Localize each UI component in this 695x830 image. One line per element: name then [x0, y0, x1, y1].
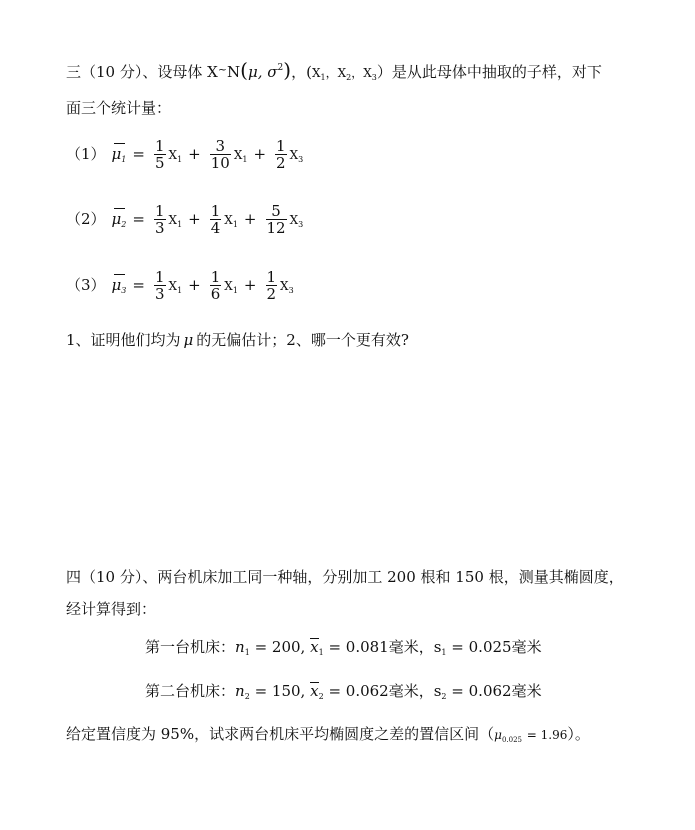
x-variable: $X_1$	[168, 148, 183, 164]
n-symbol: n	[235, 638, 245, 656]
machine-2: 第二台机床：$n_2 = 150$, $x_2 = 0.062$毫米，$s_2 = 0.062$毫米	[145, 682, 542, 701]
x-variable: $X_3$	[289, 148, 304, 164]
q4-final	[66, 723, 590, 744]
fraction: $\frac{1}{6}$	[210, 268, 221, 303]
estimator-1	[66, 138, 303, 172]
n-value: = 200,	[254, 638, 306, 656]
lparen: (	[240, 58, 248, 82]
u-symbol: μ	[494, 728, 502, 742]
fraction: $\frac{1}{3}$	[154, 202, 165, 237]
machine-1: 第一台机床：$n_1 = 200$, $x_1 = 0.081$毫米，$s_1 = 0.025$毫米	[145, 638, 542, 657]
rparen: )	[283, 58, 292, 82]
tilde-symbol: ~	[217, 63, 228, 76]
mu-symbol: μ,	[247, 63, 263, 81]
fraction: $\frac{1}{2}$	[276, 137, 286, 172]
sample-x1: $X_1$，$X_2$，$X_3$	[311, 66, 377, 82]
plus-sign: +	[243, 276, 257, 294]
s-symbol: s	[433, 638, 442, 656]
x-bar: x	[310, 682, 319, 700]
q4-line-2: 经计算得到：	[66, 600, 157, 618]
u-subscript: 0.025	[501, 736, 522, 744]
fraction: $\frac{5}{12}$	[266, 202, 286, 237]
plus-sign: +	[243, 210, 257, 228]
x-variable: $X_1$	[168, 279, 183, 295]
equals-sign: =	[132, 145, 145, 163]
estimator-2	[66, 203, 303, 237]
final-prefix: 给定置信度为 95%，试求两台机床平均椭圆度之差的置信区间（	[66, 725, 495, 743]
q3-prefix: 三（10 分）、设母体 X	[66, 63, 218, 81]
q3-line-1	[66, 58, 602, 82]
estimator-label: （3）	[66, 276, 106, 294]
x-variable: $X_1$	[224, 213, 238, 229]
q3-suffix: ）是从此母体中抽取的子样，对下	[376, 63, 602, 81]
mu-hat: $\mu_3$	[111, 276, 127, 295]
plus-sign: +	[188, 145, 201, 163]
plus-sign: +	[188, 276, 201, 294]
machine-label: 第二台机床：	[145, 682, 236, 700]
q3-line-2: 面三个统计量：	[66, 99, 172, 117]
q3-question	[66, 329, 409, 350]
x-variable: $X_3$	[280, 279, 294, 295]
x-bar: x	[310, 638, 319, 656]
s-symbol: s	[433, 682, 442, 700]
mu-hat: $\mu_1$	[111, 145, 127, 164]
question-suffix: 的无偏估计；2、哪一个更有效?	[196, 331, 409, 349]
x-variable: $X_1$	[168, 213, 183, 229]
normal-N: N	[227, 63, 241, 81]
fraction: $\frac{1}{3}$	[154, 268, 165, 303]
equals-sign: =	[132, 276, 145, 294]
x-value: = 0.081毫米，	[328, 638, 434, 656]
n-symbol: n	[235, 682, 245, 700]
sample-open: ，(	[291, 63, 312, 81]
u-value: = 1.96	[526, 728, 568, 742]
x-variable: $X_3$	[289, 213, 304, 229]
estimator-label: （1）	[66, 145, 106, 163]
estimator-label: （2）	[66, 210, 106, 228]
final-suffix: ）。	[567, 725, 590, 743]
q4-line-1: 四（10 分）、两台机床加工同一种轴，分别加工 200 根和 150 根，测量其椭圆度，	[66, 568, 624, 586]
n-value: = 150,	[254, 682, 306, 700]
sigma-symbol: σ	[267, 63, 278, 81]
estimator-3	[66, 269, 294, 303]
plus-sign: +	[188, 210, 201, 228]
equals-sign: =	[132, 210, 145, 228]
s-value: = 0.025毫米	[451, 638, 542, 656]
fraction: $\frac{1}{5}$	[154, 137, 165, 172]
fraction: $\frac{3}{10}$	[210, 137, 230, 172]
fraction: $\frac{1}{2}$	[266, 268, 277, 303]
fraction: $\frac{1}{4}$	[210, 202, 221, 237]
plus-sign: +	[253, 145, 267, 163]
sigma-exponent: 2	[277, 63, 284, 73]
s-value: = 0.062毫米	[451, 682, 542, 700]
x-variable: $X_1$	[224, 279, 238, 295]
machine-label: 第一台机床：	[145, 638, 236, 656]
x-value: = 0.062毫米，	[328, 682, 434, 700]
x-variable: $X_1$	[233, 148, 248, 164]
mu-hat: $\mu_2$	[111, 210, 127, 229]
mu-symbol: μ	[183, 331, 194, 349]
question-prefix: 1、证明他们均为	[66, 331, 181, 349]
